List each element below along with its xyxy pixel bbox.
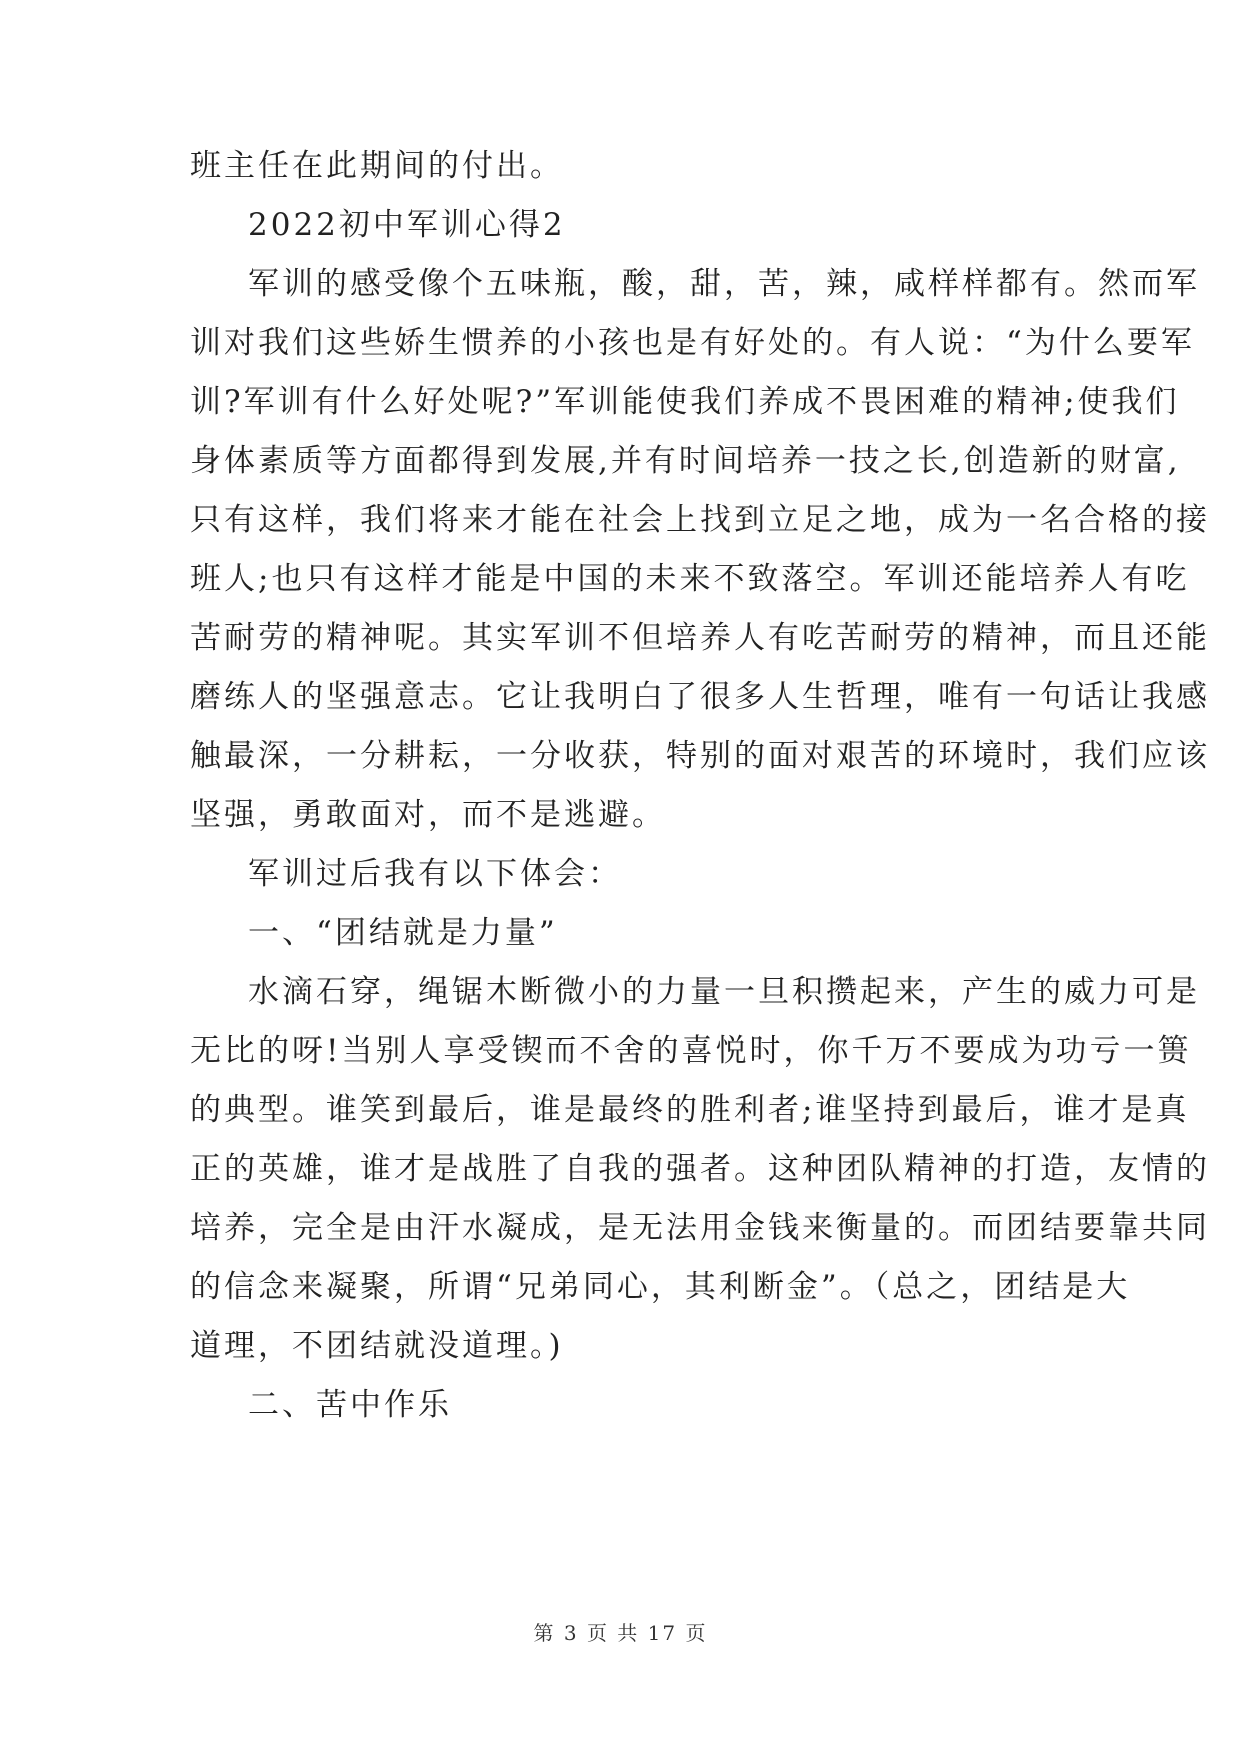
text-line: 水滴石穿，绳锯木断微小的力量一旦积攒起来，产生的威力可是 — [248, 974, 1200, 1010]
text-line: 的典型。谁笑到最后，谁是最终的胜利者;谁坚持到最后，谁才是真 — [190, 1092, 1190, 1128]
text-line: 磨练人的坚强意志。它让我明白了很多人生哲理，唯有一句话让我感 — [190, 679, 1210, 715]
text-line: 班主任在此期间的付出。 — [190, 148, 564, 184]
text-line: 身体素质等方面都得到发展,并有时间培养一技之长,创造新的财富, — [190, 443, 1181, 479]
text-line: 的信念来凝聚，所谓“兄弟同心，其利断金”。（总之，团结是大 — [190, 1269, 1131, 1305]
text-line: 培养，完全是由汗水凝成，是无法用金钱来衡量的。而团结要靠共同 — [190, 1210, 1210, 1246]
text-line: 训对我们这些娇生惯养的小孩也是有好处的。有人说：“为什么要军 — [190, 325, 1195, 361]
section-heading: 2022初中军训心得2 — [248, 207, 566, 243]
section-heading: 二、苦中作乐 — [248, 1387, 452, 1423]
text-line: 军训的感受像个五味瓶，酸，甜，苦，辣，咸样样都有。然而军 — [248, 266, 1200, 302]
text-line: 坚强，勇敢面对，而不是逃避。 — [190, 797, 666, 833]
text-line: 班人;也只有这样才能是中国的未来不致落空。军训还能培养人有吃 — [190, 561, 1190, 597]
page-number-footer: 第 3 页 共 17 页 — [533, 1621, 708, 1645]
text-line: 道理，不团结就没道理。) — [190, 1328, 564, 1364]
text-line: 正的英雄，谁才是战胜了自我的强者。这种团队精神的打造，友情的 — [190, 1151, 1210, 1187]
text-line: 只有这样，我们将来才能在社会上找到立足之地，成为一名合格的接 — [190, 502, 1210, 538]
text-line: 军训过后我有以下体会： — [248, 856, 622, 892]
text-line: 无比的呀!当别人享受锲而不舍的喜悦时，你千万不要成为功亏一篑 — [190, 1033, 1192, 1069]
text-line: 苦耐劳的精神呢。其实军训不但培养人有吃苦耐劳的精神，而且还能 — [190, 620, 1210, 656]
section-heading: 一、“团结就是力量” — [248, 915, 558, 951]
text-line: 训?军训有什么好处呢?”军训能使我们养成不畏困难的精神;使我们 — [190, 384, 1180, 420]
text-line: 触最深，一分耕耘，一分收获，特别的面对艰苦的环境时，我们应该 — [190, 738, 1210, 774]
